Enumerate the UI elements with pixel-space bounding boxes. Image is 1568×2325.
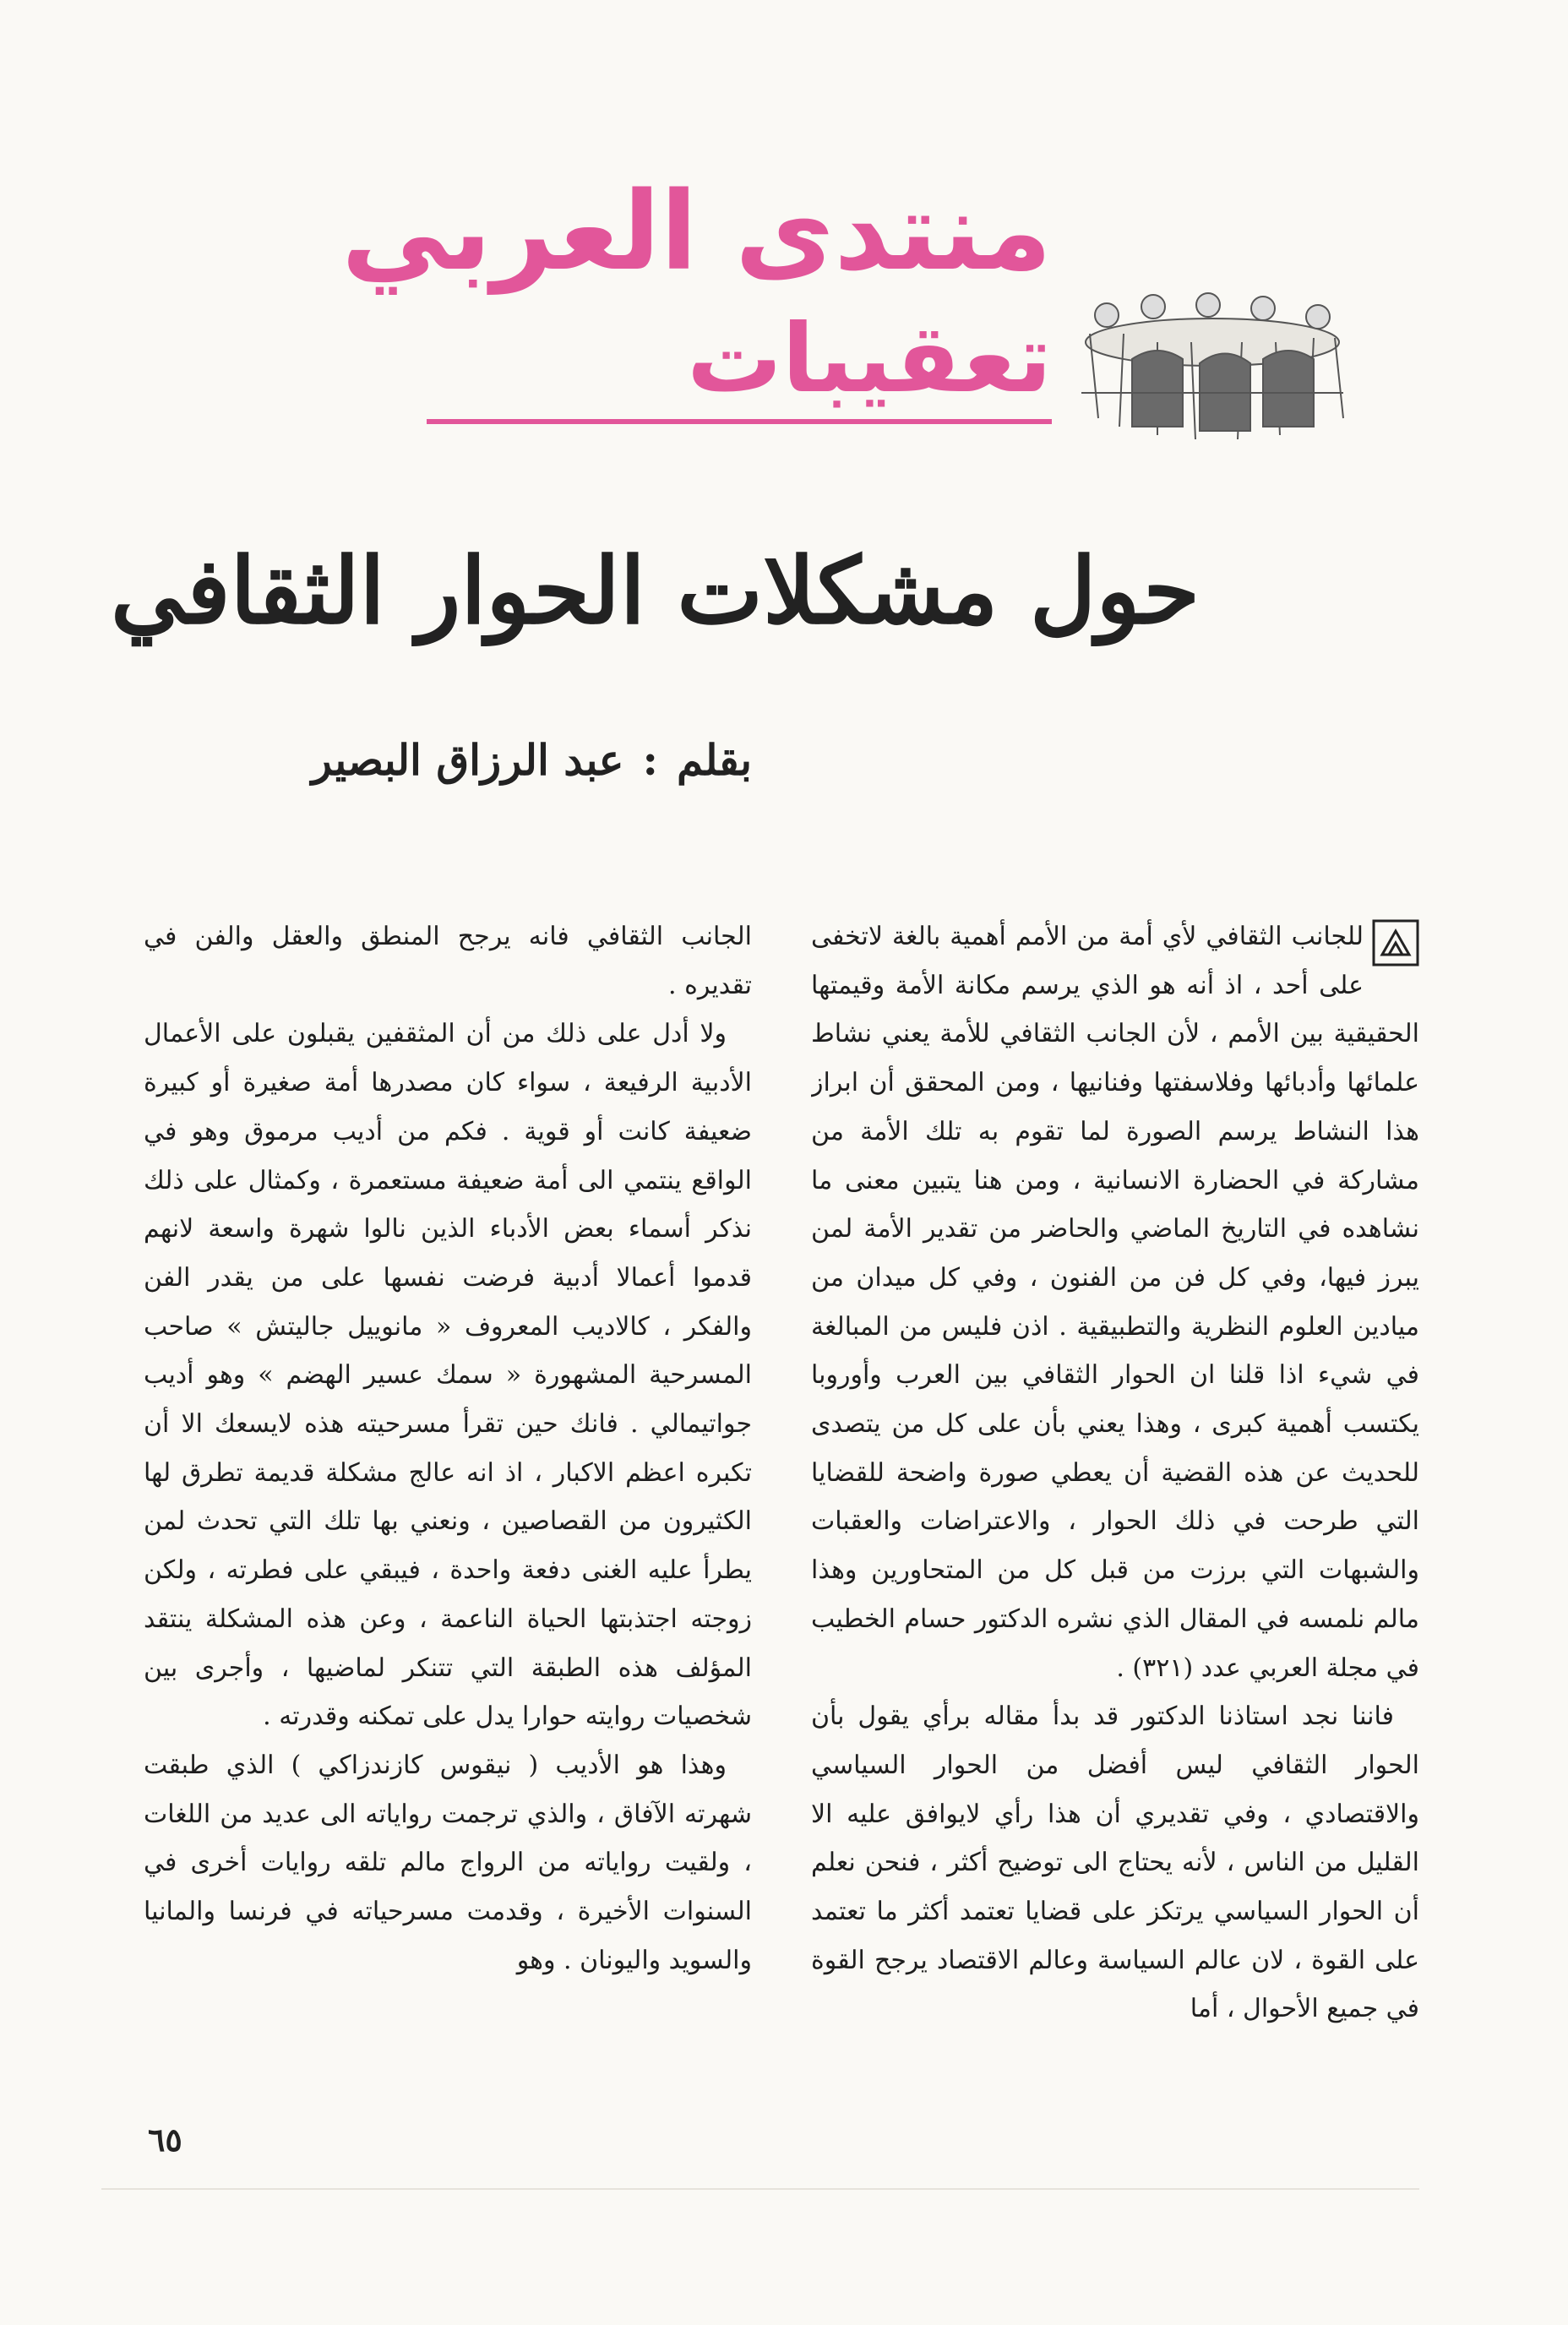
article-title: حول مشكلات الحوار الثقافي xyxy=(110,538,1200,645)
byline-prefix: بقلم xyxy=(676,735,752,785)
body-column-left xyxy=(144,912,752,2078)
paragraph: ولا أدل على ذلك من أن المثقفين يقبلون على الأعمال الأدبية الرفيعة ، سواء كان مصدرها أمة صغيرة أو كبيرة ضعيفة كانت أو قوية . فكم من أديب مرموق وهو في الواقع ينتمي الى أمة ضعيفة مستعمرة ، وكمثال على ذلك نذكر أسماء بعض الأدباء الذين نالوا شهرة واسعة لانهم قدموا أعمالا أدبية فرضت نفسها على من يقدر الفن والفكر ، كالاديب المعروف « مانوييل جاليتش » صاحب المسرحية المشهورة « سمك عسير الهضم » وهو أديب جواتيمالي . فانك حين تقرأ مسرحيته هذه لايسعك الا أن تكبره اعظم الاكبار ، اذ انه عالج مشكلة قديمة تطرق لها الكثيرون من القصاصين ، ونعني بها تلك التي تحدث لمن يطرأ عليه الغنى دفعة واحدة ، فيبقي على فطرته ، ولكن زوجته اجتذبتها الحياة الناعمة ، وعن هذه المشكلة ينتقد المؤلف هذه الطبقة التي تتنكر لماضيها ، وأجرى بين شخصيات روايته حوارا يدل على تمكنه وقدرته . xyxy=(144,1019,752,1732)
byline xyxy=(279,722,752,798)
section-title: منتدى العربي xyxy=(341,169,1052,295)
section-header xyxy=(341,169,1052,439)
byline-separator: : xyxy=(642,735,658,785)
paragraph: وهذا هو الأديب ( نيقوس كازندزاكي ) الذي طبقت شهرته الآفاق ، والذي ترجمت رواياته الى عديد من اللغات ، ولقيت رواياته من الرواج مالم تلقه روايات أخرى في السنوات الأخيرة ، وقدمت مسرحياته في فرنسا والمانيا والسويد واليونان . وهو xyxy=(144,1750,752,1975)
forum-illustration xyxy=(1073,291,1352,448)
page-number: ٦٥ xyxy=(148,2121,182,2159)
paragraph: للجانب الثقافي لأي أمة من الأمم أهمية بالغة لاتخفى على أحد ، اذ أنه هو الذي يرسم مكانة الأمة وقيمتها الحقيقية بين الأمم ، لأن الجانب الثقافي للأمة يعني نشاط علمائها وأدبائها وفلاسفتها وفنانيها ، ومن المحقق أن ابراز هذا النشاط يرسم الصورة لما تقوم به تلك الأمة من مشاركة في الحضارة الانسانية ، ومن هنا يتبين معنى ما نشاهده في التاريخ الماضي والحاضر من تقدير الأمة لمن يبرز فيها، وفي كل فن من الفنون ، وفي كل ميدان من ميادين العلوم النظرية والتطبيقية . اذن فليس من المبالغة في شيء اذا قلنا ان الحوار الثقافي بين العرب وأوروبا يكتسب أهمية كبرى ، وهذا يعني بأن على كل من يتصدى للحديث عن هذه القضية أن يعطي صورة واضحة للقضايا التي طرحت في ذلك الحوار ، والاعتراضات والعقبات والشبهات التي برزت من قبل كل من المتحاورين وهذا مالم نلمسه في المقال الذي نشره الدكتور حسام الخطيب في مجلة العربي عدد (٣٢١) . xyxy=(811,922,1419,1683)
column-ornament-icon xyxy=(1372,919,1419,966)
paragraph: الجانب الثقافي فانه يرجح المنطق والعقل والفن في تقديره . xyxy=(144,922,752,1000)
section-rule xyxy=(427,419,1052,424)
scan-edge-divider xyxy=(101,2188,1419,2190)
section-subtitle: تعقيبات xyxy=(687,304,1052,414)
author-name: عبد الرزاق البصير xyxy=(311,735,624,785)
paragraph: فاننا نجد استاذنا الدكتور قد بدأ مقاله برأي يقول بأن الحوار الثقافي ليس أفضل من الحوار السياسي والاقتصادي ، وفي تقديري أن هذا رأي لايوافق عليه الا القليل من الناس ، لأنه يحتاج الى توضيح أكثر ، فنحن نعلم أن الحوار السياسي يرتكز على قضايا تعتمد أكثر ما تعتمد على القوة ، لان عالم السياسة وعالم الاقتصاد يرجح القوة في جميع الأحوال ، أما xyxy=(811,1702,1419,2024)
body-column-right xyxy=(811,912,1419,2078)
